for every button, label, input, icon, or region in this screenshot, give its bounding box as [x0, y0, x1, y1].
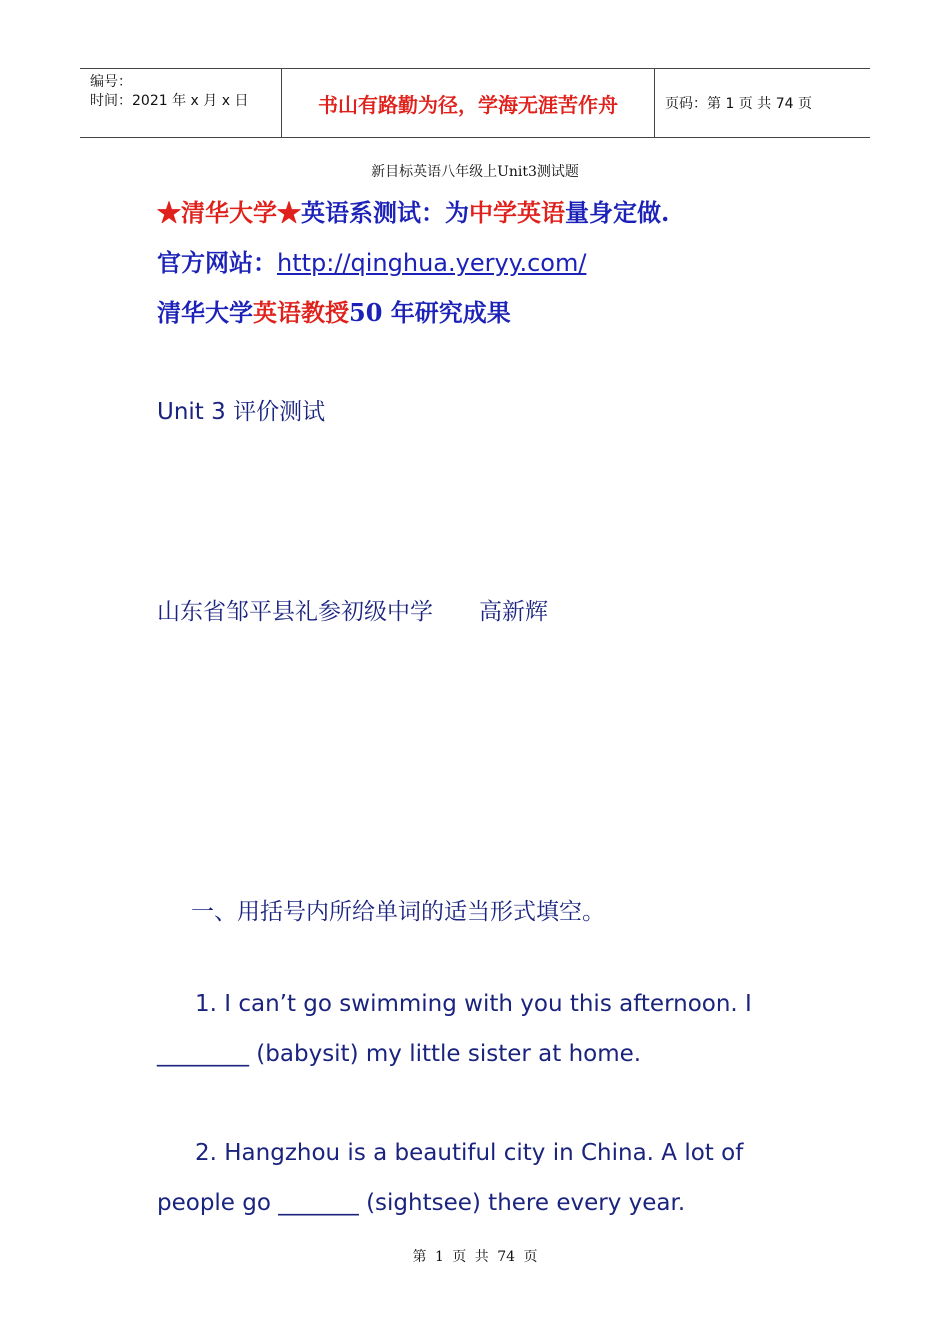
website-link[interactable]: http://qinghua.yeryy.com/ [277, 249, 587, 277]
doc-date: 时间：2021 年 x 月 x 日 [90, 93, 249, 109]
header-page-info: 页码：第 1 页 共 74 页 [665, 96, 812, 112]
star-icon: ★ [277, 198, 301, 227]
ad-line-1 [157, 193, 669, 228]
star-icon: ★ [157, 198, 181, 227]
ad-text: 50 年研究成果 [349, 298, 511, 327]
question-1-line-1: 1. I can’t go swimming with you this afternoon. I [195, 991, 752, 1017]
ad-university: 清华大学 [181, 198, 277, 227]
author-line: 山东省邹平县礼参初级中学 高新辉 [157, 599, 548, 625]
ad-text: 量身定做. [565, 198, 670, 227]
ad-highlight: 英语教授 [253, 298, 349, 327]
question-2-line-2: people go _______ (sightsee) there every year. [157, 1190, 686, 1216]
ad-highlight: 中学英语 [469, 198, 565, 227]
ad-text: 清华大学 [157, 298, 253, 327]
website-label: 官方网站： [157, 248, 277, 277]
question-1-line-2: ________ (babysit) my little sister at home. [157, 1041, 642, 1067]
page-footer: 第 1 页 共 74 页 [412, 1249, 538, 1265]
unit-title-cn: 评价测试 [233, 399, 326, 425]
unit-title [157, 393, 325, 426]
ad-line-3 [157, 293, 511, 328]
header-meta [90, 73, 248, 111]
ad-line-2 [157, 243, 586, 278]
unit-title-en: Unit 3 [157, 399, 234, 425]
page-header [80, 68, 870, 138]
ad-text: 英语系测试：为 [301, 198, 469, 227]
section-heading: 一、用括号内所给单词的适当形式填空。 [191, 899, 605, 925]
header-divider [654, 69, 655, 137]
doc-number-label: 编号： [90, 74, 132, 90]
question-2-line-1: 2. Hangzhou is a beautiful city in China. A lot of [195, 1140, 744, 1166]
header-motto: 书山有路勤为径，学海无涯苦作舟 [318, 92, 618, 117]
document-title: 新目标英语八年级上Unit3测试题 [371, 164, 579, 180]
